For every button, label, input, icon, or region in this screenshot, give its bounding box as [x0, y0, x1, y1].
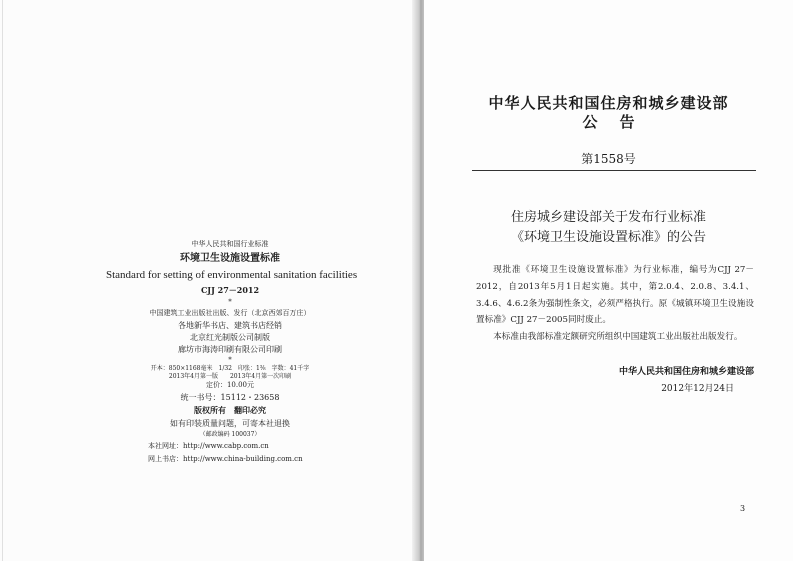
standard-series: 中华人民共和国行业标准 — [191, 240, 269, 248]
distribution-line: 各地新华书店、建筑书店经销 — [178, 320, 282, 330]
publisher-line: 中国建筑工业出版社出版、发行（北京西郊百万庄） — [149, 308, 311, 317]
copyright-line: 版权所有 翻印必究 — [194, 405, 266, 416]
heading-rule — [472, 170, 756, 171]
composition-line: 北京红光制版公司制版 — [190, 332, 270, 342]
signature-block — [476, 364, 754, 397]
imprint-block — [106, 240, 358, 465]
body-paragraph: 本标准由我部标准定额研究所组织中国建筑工业出版社出版发行。 — [493, 332, 743, 342]
signature-date: 2012年12月24日 — [661, 383, 734, 394]
book-number-line: 统一书号：15112・23658 — [180, 393, 280, 403]
notice-title — [424, 208, 793, 247]
website-line: 本社网址：http://www.cabp.com.cn — [148, 442, 269, 451]
standard-title-cn: 环境卫生设施设置标准 — [180, 252, 280, 264]
page-edge — [2, 0, 3, 561]
notice-title-line-1: 住房城乡建设部关于发布行业标准 — [510, 210, 706, 225]
announcement-number: 第1558号 — [581, 152, 636, 166]
edition-line: 2013年4月第一版 2013年4月第一次印刷 — [168, 372, 292, 380]
announcement-heading: 公告 — [582, 113, 657, 131]
page-number: 3 — [740, 504, 746, 513]
bookstore-line: 网上书店：http://www.china-building.com.cn — [148, 454, 303, 463]
postcode-line: （邮政编码 100037） — [199, 430, 261, 438]
notice-title-line-2: 《环境卫生设施设置标准》的公告 — [510, 229, 706, 245]
standard-title-en: Standard for setting of environmental sanitation facilities — [106, 268, 358, 281]
specs-line: 开本：850×1168毫米 1/32 印张：1⅜ 字数：41千字 — [150, 364, 310, 372]
printer-line: 廊坊市海涛印刷有限公司印刷 — [178, 344, 282, 354]
body-paragraph: 现批准《环境卫生设施设置标准》为行业标准，编号为CJJ 27－2012，自2013年5月1日起实施。其中，第2.0.4、2.0.8、3.4.1、3.4.6、4.6.2条为强制性条文，必须严格执行。原《城镇环境卫生设施设置标准》CJJ 27－2005同时废止。 — [476, 265, 754, 326]
returns-line: 如有印装质量问题，可寄本社退换 — [170, 419, 290, 429]
standard-code: CJJ 27－2012 — [200, 285, 260, 296]
notice-body — [476, 262, 754, 346]
ministry-heading: 中华人民共和国住房和城乡建设部 — [488, 94, 729, 112]
price-line: 定价：10.00元 — [205, 381, 255, 390]
separator-star: * — [228, 298, 232, 307]
separator-star: * — [228, 356, 232, 365]
right-page — [424, 0, 793, 561]
signature-org: 中华人民共和国住房和城乡建设部 — [618, 367, 754, 377]
